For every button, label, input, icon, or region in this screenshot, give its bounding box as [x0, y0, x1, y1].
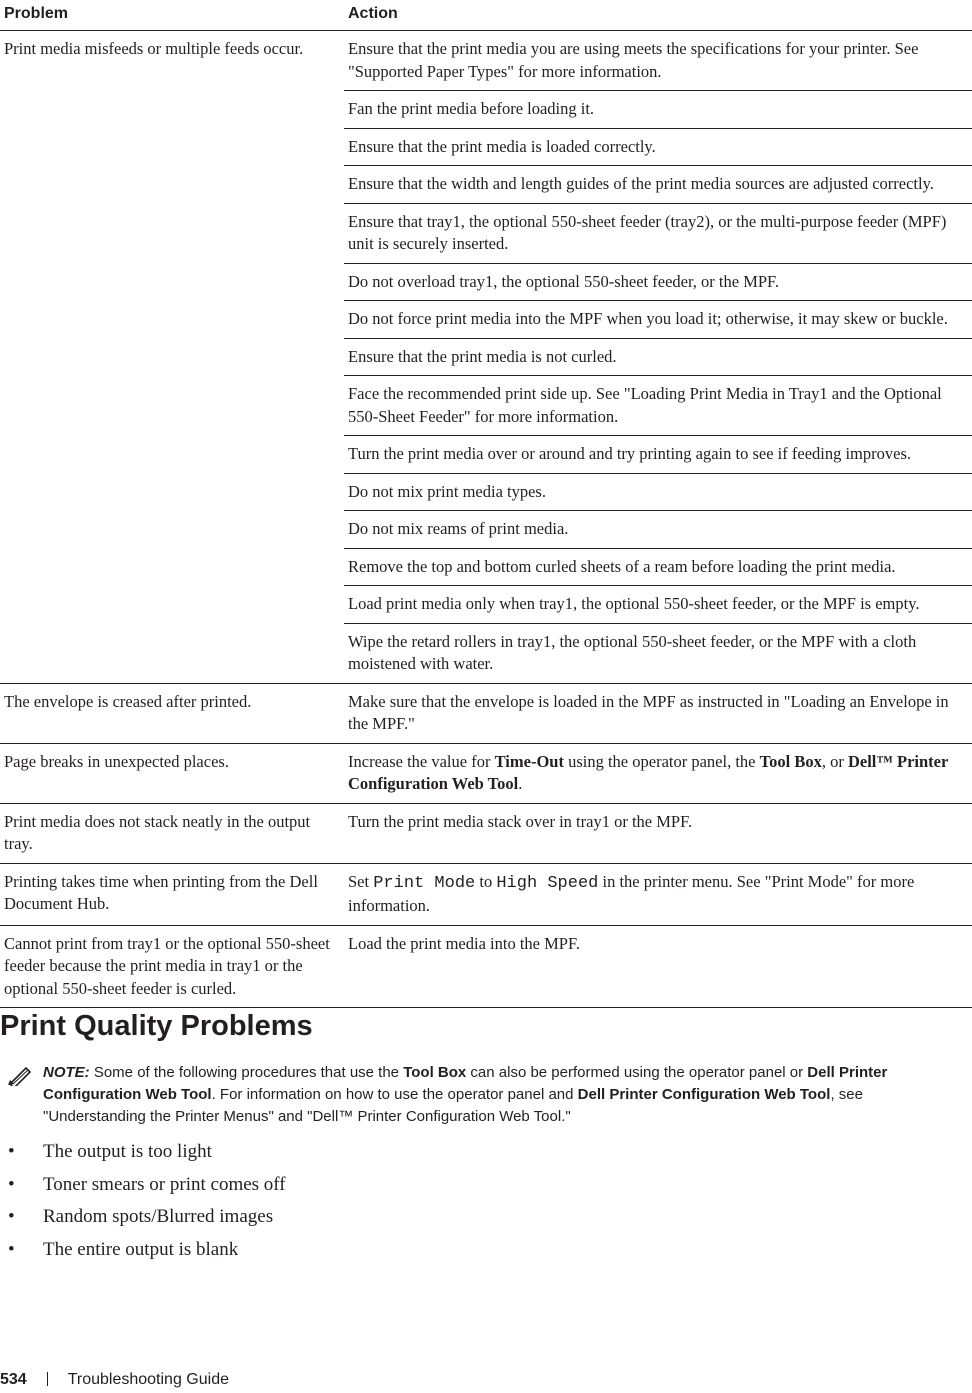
list-item [0, 1236, 286, 1269]
list-item-text: Toner smears or print comes off [43, 1173, 286, 1195]
note-tool-box: Tool Box [403, 1064, 467, 1081]
table-row [0, 743, 972, 803]
action-cell: Do not overload tray1, the optional 550-sheet feeder, or the MPF. [344, 263, 972, 301]
problem-cell-envelope: The envelope is creased after printed. [0, 683, 344, 743]
action-text: using the operator panel, the [563, 751, 760, 771]
action-cell [344, 743, 972, 803]
note-dell-web-tool: Dell Printer Configuration Web Tool [577, 1086, 831, 1103]
high-speed-value: High Speed [496, 873, 599, 893]
action-cell: Do not force print media into the MPF when you load it; otherwise, it may skew or buckle. [344, 301, 972, 339]
action-cell: Fan the print media before loading it. [344, 91, 972, 129]
note-text-part: , see "Understanding the Printer Menus" and "Dell™ Printer Configuration Web Tool." [43, 1086, 863, 1125]
note-text-part: can also be performed using the operator panel or [466, 1064, 808, 1081]
table-header-row [0, 0, 972, 31]
action-text: to [475, 871, 497, 891]
table-row [0, 803, 972, 863]
column-header-action: Action [344, 0, 972, 31]
problem-cell-stacking: Print media does not stack neatly in the output tray. [0, 803, 344, 863]
table-row [0, 31, 972, 91]
action-text: . [518, 774, 523, 793]
problem-cell-page-breaks: Page breaks in unexpected places. [0, 743, 344, 803]
action-text: Set [348, 871, 374, 891]
problem-cell-curled-media: Cannot print from tray1 or the optional 550-sheet feeder because the print media in tray1 or the optional 550-sheet feeder is curled. [0, 925, 344, 1008]
print-mode-setting: Print Mode [373, 873, 476, 893]
action-cell: Ensure that the print media you are using meets the specifications for your printer. See "Supported Paper Types" for more information. [344, 31, 972, 91]
footer-divider [47, 1372, 48, 1386]
action-text: Increase the value for [348, 751, 495, 771]
note-text-part: Some of the following procedures that use the [89, 1064, 404, 1081]
note-dell-web-tool: Dell Printer Configuration Web Tool [43, 1064, 888, 1103]
action-cell: Ensure that tray1, the optional 550-sheet feeder (tray2), or the multi-purpose feeder (MPF) unit is securely inserted. [344, 203, 972, 263]
note-box [0, 1062, 962, 1128]
action-text: in the printer menu. See "Print Mode" for more information. [348, 871, 915, 915]
action-cell: Turn the print media over or around and try printing again to see if feeding improves. [344, 436, 972, 474]
note-label: NOTE: [43, 1064, 90, 1081]
list-item [0, 1203, 286, 1236]
page-footer [0, 1371, 229, 1389]
action-cell: Wipe the retard rollers in tray1, the optional 550-sheet feeder, or the MPF with a cloth moistened with water. [344, 623, 972, 683]
table-row [0, 925, 972, 1008]
list-item-text: The output is too light [43, 1141, 212, 1162]
note-text-part: . For information on how to use the operator panel and [211, 1086, 578, 1103]
table-row [0, 683, 972, 743]
bullet: • [8, 1173, 15, 1195]
note-text [0, 1062, 962, 1128]
dell-web-tool-reference: Dell™ Printer Configuration Web Tool [348, 751, 949, 793]
action-cell: Ensure that the width and length guides of the print media sources are adjusted correctly. [344, 166, 972, 204]
column-header-problem: Problem [0, 0, 344, 31]
print-quality-issue-list [0, 1138, 286, 1269]
action-cell: Turn the print media stack over in tray1 or the MPF. [344, 803, 972, 863]
footer-title: Troubleshooting Guide [67, 1371, 229, 1388]
action-cell: Load print media only when tray1, the optional 550-sheet feeder, or the MPF is empty. [344, 586, 972, 624]
bullet: • [8, 1141, 15, 1162]
action-cell: Face the recommended print side up. See "Loading Print Media in Tray1 and the Optional 550-Sheet Feeder" for more information. [344, 376, 972, 436]
action-cell [344, 863, 972, 925]
action-cell: Load the print media into the MPF. [344, 925, 972, 1008]
action-cell: Remove the top and bottom curled sheets of a ream before loading the print media. [344, 548, 972, 586]
list-item-text: The entire output is blank [43, 1239, 239, 1261]
action-text: , or [821, 751, 848, 771]
problem-cell-misfeed: Print media misfeeds or multiple feeds occur. [0, 31, 344, 684]
action-cell: Do not mix print media types. [344, 473, 972, 511]
action-cell: Ensure that the print media is loaded correctly. [344, 128, 972, 166]
note-pencil-icon [4, 1066, 34, 1086]
section-heading: Print Quality Problems [0, 1010, 313, 1042]
list-item [0, 1138, 286, 1171]
action-cell: Ensure that the print media is not curled. [344, 338, 972, 376]
page-number: 534 [0, 1371, 27, 1388]
time-out-setting: Time-Out [494, 751, 564, 771]
problem-cell-document-hub: Printing takes time when printing from the Dell Document Hub. [0, 863, 344, 925]
table-row [0, 863, 972, 925]
list-item-text: Random spots/Blurred images [43, 1206, 274, 1228]
action-cell: Make sure that the envelope is loaded in the MPF as instructed in "Loading an Envelope in the MPF." [344, 683, 972, 743]
list-item [0, 1171, 286, 1204]
bullet: • [8, 1206, 15, 1228]
tool-box-reference: Tool Box [759, 751, 822, 771]
action-cell: Do not mix reams of print media. [344, 511, 972, 549]
bullet: • [8, 1239, 15, 1261]
